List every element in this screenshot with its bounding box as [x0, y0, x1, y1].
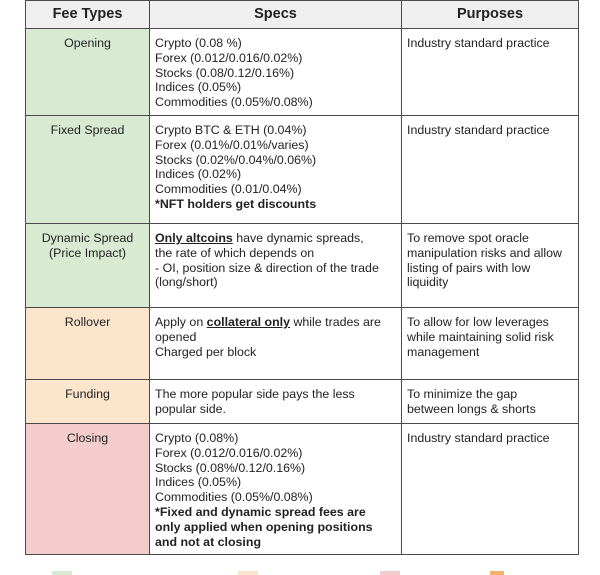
fee-type-label: Rollover: [64, 315, 111, 329]
spec-line: Indices (0.02%): [155, 167, 242, 182]
header-fee-types: Fee Types: [26, 1, 150, 29]
specs-cell: [150, 308, 402, 380]
fee-type-label: Opening: [64, 36, 111, 50]
purpose-line: To allow for low leverages: [407, 315, 549, 329]
spec-line: Commodities (0.01/0.04%): [155, 182, 302, 197]
specs-cell: [150, 224, 402, 308]
spec-text: Apply on: [155, 315, 207, 329]
spec-line: [155, 231, 397, 246]
spec-line: Crypto (0.08%): [155, 431, 239, 445]
spec-line: Commodities (0.05%/0.08%): [155, 95, 313, 110]
purpose-text: Industry standard practice: [407, 123, 550, 137]
spec-line: opened: [155, 329, 197, 344]
fee-type-label: Closing: [66, 431, 109, 445]
spec-line: Stocks (0.02%/0.04%/0.06%): [155, 152, 317, 167]
specs-cell: [150, 424, 402, 555]
table-row-opening: [26, 29, 579, 116]
purpose-line: To remove spot oracle: [407, 231, 529, 245]
purpose-cell: [402, 308, 579, 380]
purpose-line: management: [407, 344, 480, 359]
spec-line: Indices (0.05%): [155, 80, 242, 95]
purpose-line: liquidity: [407, 275, 449, 290]
spec-line: Forex (0.012/0.016/0.02%): [155, 50, 303, 65]
header-specs: Specs: [150, 1, 402, 29]
spec-line: Stocks (0.08%/0.12/0.16%): [155, 460, 306, 475]
purpose-cell: [402, 224, 579, 308]
fee-type-cell: [26, 29, 150, 116]
spec-line: Forex (0.012/0.016/0.02%): [155, 445, 303, 460]
spec-note: *NFT holders get discounts: [155, 196, 317, 211]
specs-cell: [150, 380, 402, 424]
specs-cell: [150, 29, 402, 116]
spec-line: [155, 315, 397, 330]
legend-swatch-orange: [238, 571, 258, 575]
spec-line: Forex (0.01%/0.01%/varies): [155, 137, 309, 152]
spec-emphasis: Only altcoins: [155, 231, 233, 245]
spec-text: have dynamic spreads,: [232, 231, 364, 245]
purpose-cell: [402, 424, 579, 555]
purpose-line: while maintaining solid risk: [407, 329, 554, 344]
spec-line: Crypto BTC & ETH (0.04%): [155, 123, 307, 137]
spec-line: (long/short): [155, 275, 218, 290]
spec-emphasis: collateral only: [206, 315, 290, 329]
fee-type-cell: [26, 424, 150, 555]
purpose-line: listing of pairs with low: [407, 260, 531, 275]
spec-line: the rate of which depends on: [155, 245, 315, 260]
fee-type-sublabel: (Price Impact): [48, 245, 127, 260]
fee-type-cell: [26, 116, 150, 224]
fee-type-label: Fixed Spread: [50, 123, 125, 137]
spec-line: Commodities (0.05%/0.08%): [155, 490, 313, 505]
purpose-cell: [402, 29, 579, 116]
spec-line: Stocks (0.08/0.12/0.16%): [155, 65, 295, 80]
legend-swatch-red: [380, 571, 400, 575]
spec-note: only applied when opening positions: [155, 519, 373, 534]
spec-line: - OI, position size & direction of the trade: [155, 260, 379, 275]
table-row-dynamic-spread: [26, 224, 579, 308]
fee-type-label: Funding: [65, 387, 110, 401]
spec-line: The more popular side pays the less: [155, 387, 355, 401]
fee-type-cell: [26, 308, 150, 380]
purpose-line: manipulation risks and allow: [407, 245, 562, 260]
spec-line: popular side.: [155, 401, 226, 416]
purpose-text: Industry standard practice: [407, 36, 550, 50]
table-row-funding: [26, 380, 579, 424]
legend-swatch-yellow: [490, 571, 504, 575]
spec-line: Crypto (0.08 %): [155, 36, 242, 50]
fee-table: [25, 0, 579, 555]
header-purposes: Purposes: [402, 1, 579, 29]
spec-line: Charged per block: [155, 344, 257, 359]
header-row: [26, 1, 579, 29]
table-row-rollover: [26, 308, 579, 380]
table-row-closing: [26, 424, 579, 555]
purpose-cell: [402, 116, 579, 224]
purpose-cell: [402, 380, 579, 424]
purpose-line: between longs & shorts: [407, 401, 536, 416]
specs-cell: [150, 116, 402, 224]
fee-type-label: Dynamic Spread: [41, 231, 134, 245]
purpose-text: Industry standard practice: [407, 431, 550, 445]
spec-note: and not at closing: [155, 534, 262, 549]
spec-line: Indices (0.05%): [155, 475, 242, 490]
legend-strip: [0, 569, 600, 575]
fee-type-cell: [26, 224, 150, 308]
spec-note: *Fixed and dynamic spread fees are: [155, 504, 366, 519]
table-row-fixed-spread: [26, 116, 579, 224]
legend-swatch-green: [52, 571, 72, 575]
purpose-line: To minimize the gap: [407, 387, 518, 401]
spec-text: while trades are: [290, 315, 381, 329]
fee-type-cell: [26, 380, 150, 424]
